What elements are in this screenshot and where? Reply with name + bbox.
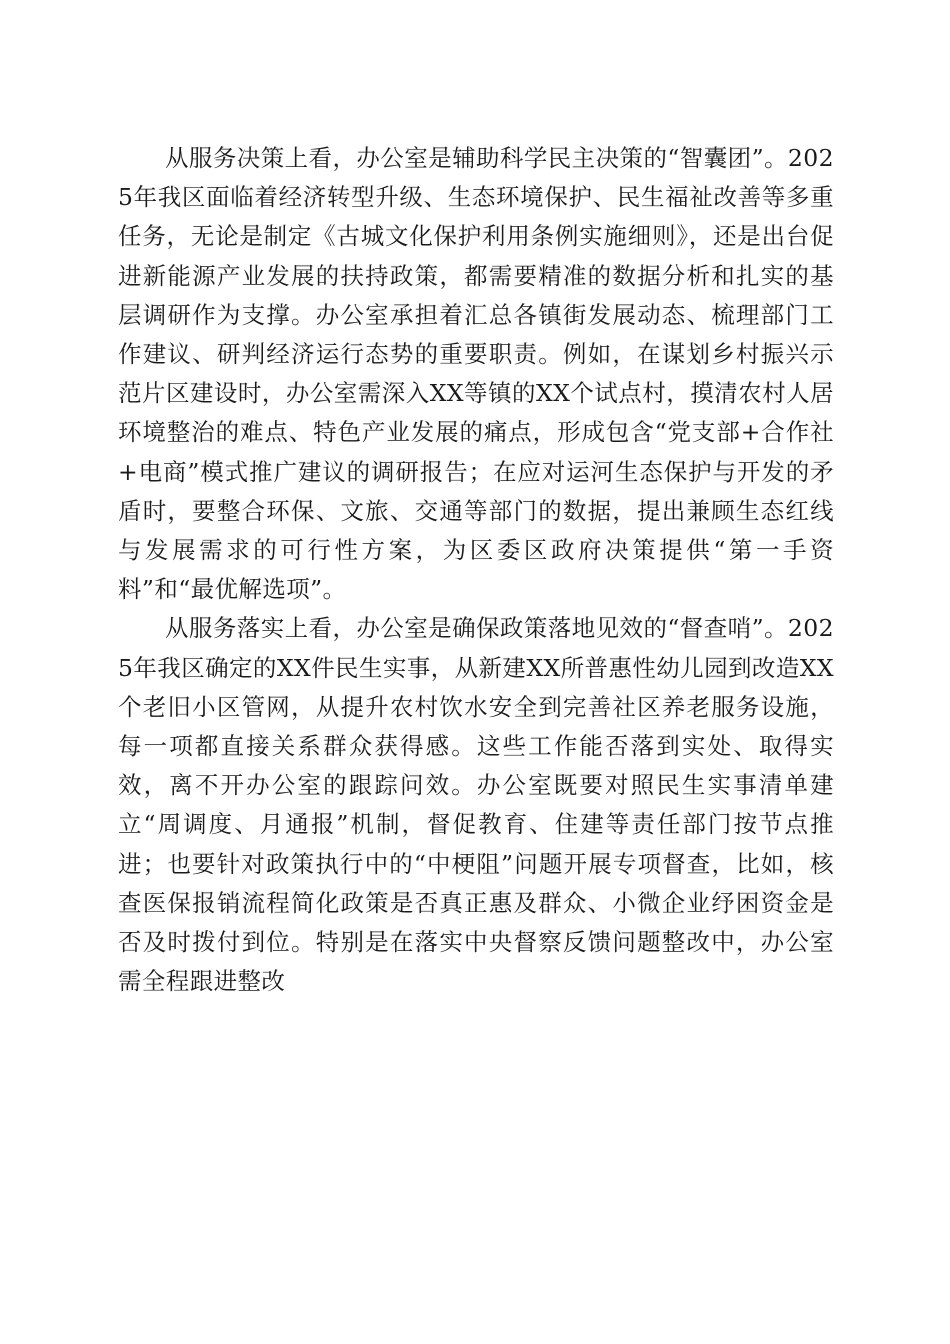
- paragraph-implementation-service: 从服务落实上看，办公室是确保政策落地见效的“督查哨”。2025年我区确定的XX件民生实事，从新建XX所普惠性幼儿园到改造XX个老旧小区管网，从提升农村饮水安全到完善社区养老服务设施，每一项都直接关系群众获得感。这些工作能否落到实处、取得实效，离不开办公室的跟踪问效。办公室既要对照民生实事清单建立“周调度、月通报”机制，督促教育、住建等责任部门按节点推进；也要针对政策执行中的“中梗阻”问题开展专项督查，比如，核查医保报销流程简化政策是否真正惠及群众、小微企业纾困资金是否及时拨付到位。特别是在落实中央督察反馈问题整改中，办公室需全程跟进整改: [118, 614, 834, 996]
- paragraph-decision-service: 从服务决策上看，办公室是辅助科学民主决策的“智囊团”。2025年我区面临着经济转型升级、生态环境保护、民生福祉改善等多重任务，无论是制定《古城文化保护利用条例实施细则》，还是出台促进新能源产业发展的扶持政策，都需要精准的数据分析和扎实的基层调研作为支撑。办公室承担着汇总各镇街发展动态、梳理部门工作建议、研判经济运行态势的重要职责。例如，在谋划乡村振兴示范片区建设时，办公室需深入XX等镇的XX个试点村，摸清农村人居环境整治的难点、特色产业发展的痛点，形成包含“党支部+合作社+电商”模式推广建议的调研报告；在应对运河生态保护与开发的矛盾时，要整合环保、文旅、交通等部门的数据，提出兼顾生态红线与发展需求的可行性方案，为区委区政府决策提供“第一手资料”和“最优解选项”。: [118, 144, 834, 604]
- document-body: [118, 139, 834, 1001]
